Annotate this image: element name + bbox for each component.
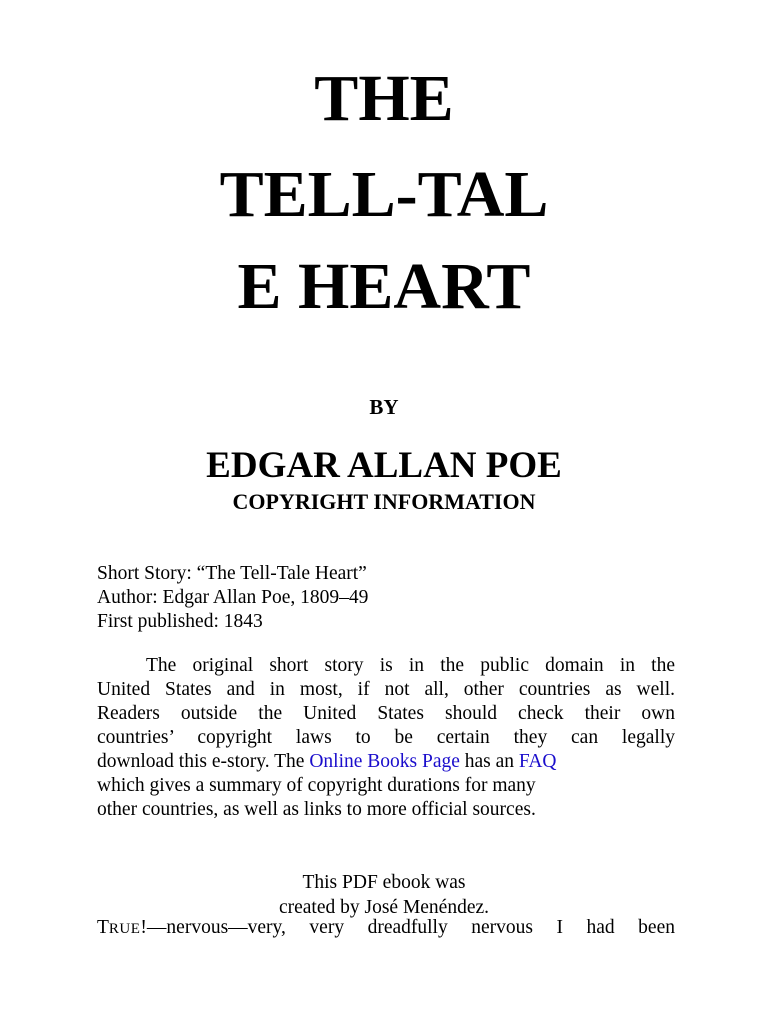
story-text: !—nervous—very, very dreadfully nervous I had been bbox=[140, 917, 675, 938]
paragraph-line: Readers outside the United States should check their own bbox=[97, 703, 675, 724]
paragraph-line: United States and in most, if not all, other countries as well. bbox=[97, 679, 675, 700]
paragraph-line: The original short story is in the public domain in the bbox=[146, 655, 675, 676]
online-books-page-link[interactable]: Online Books Page bbox=[309, 751, 460, 772]
pdf-note-line-1: This PDF ebook was bbox=[302, 872, 466, 893]
paragraph-text: has an bbox=[459, 751, 519, 772]
paragraph-line-with-links bbox=[97, 750, 675, 774]
paragraph-line: other countries, as well as links to more official sources. bbox=[97, 799, 536, 820]
pdf-credit-note bbox=[0, 870, 768, 920]
meta-short-story: Short Story: “The Tell-Tale Heart” bbox=[97, 563, 367, 584]
story-smallcaps: RUE bbox=[108, 921, 141, 937]
copyright-heading: COPYRIGHT INFORMATION bbox=[232, 489, 536, 514]
byline: BY bbox=[369, 395, 399, 419]
meta-first-published: First published: 1843 bbox=[97, 611, 263, 632]
story-opening-line bbox=[97, 916, 675, 941]
pdf-note-line-2: created by José Menéndez. bbox=[278, 897, 490, 918]
title-line-2: TELL-TAL bbox=[219, 158, 549, 231]
title-line-1: THE bbox=[314, 62, 454, 135]
title-line-3: E HEART bbox=[237, 250, 531, 323]
copyright-paragraph bbox=[97, 654, 675, 822]
faq-link[interactable]: FAQ bbox=[518, 751, 557, 772]
story-metadata bbox=[97, 562, 368, 634]
author-name: EDGAR ALLAN POE bbox=[206, 445, 562, 486]
story-first-letter: T bbox=[97, 917, 109, 938]
meta-author: Author: Edgar Allan Poe, 1809–49 bbox=[97, 587, 369, 608]
paragraph-text: download this e-story. The bbox=[97, 751, 310, 772]
paragraph-line: which gives a summary of copyright durations for many bbox=[97, 775, 536, 796]
paragraph-line: countries’ copyright laws to be certain they can legally bbox=[97, 727, 675, 748]
